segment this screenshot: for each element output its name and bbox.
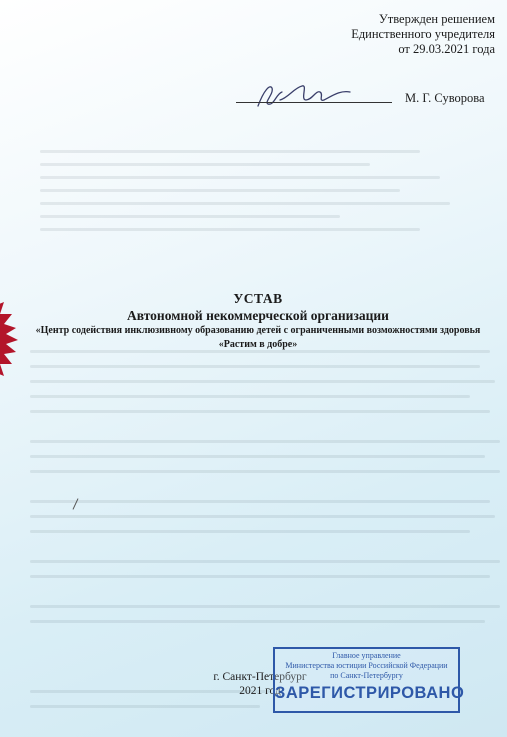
stamp-line-1: Главное управление	[332, 651, 401, 660]
approval-block	[351, 12, 495, 57]
registration-stamp	[273, 647, 465, 713]
handwritten-signature	[250, 80, 360, 110]
signature-line	[236, 102, 392, 103]
stamp-line-3: по Санкт-Петербургу	[330, 671, 403, 680]
approval-line-1: Утвержден решением	[378, 12, 495, 26]
approval-date: от 29.03.2021 года	[398, 42, 495, 56]
approval-line-2: Единственного учредителя	[351, 27, 495, 41]
signer-name: М. Г. Суворова	[405, 91, 485, 105]
year: 2021 год	[239, 685, 281, 697]
title-block	[20, 290, 496, 352]
city: г. Санкт-Петербург	[213, 671, 307, 683]
stamp-status: ЗАРЕГИСТРИРОВАНО	[275, 684, 465, 702]
organization-name: «Центр содействия инклюзивному образованию детей с ограниченными возможностями здоровья «Растим в добре»	[35, 325, 481, 350]
stamp-line-2: Министерства юстиции Российской Федерации	[285, 661, 448, 670]
document-title: УСТАВ	[233, 291, 283, 306]
organization-type: Автономной некоммерческой организации	[127, 308, 389, 323]
